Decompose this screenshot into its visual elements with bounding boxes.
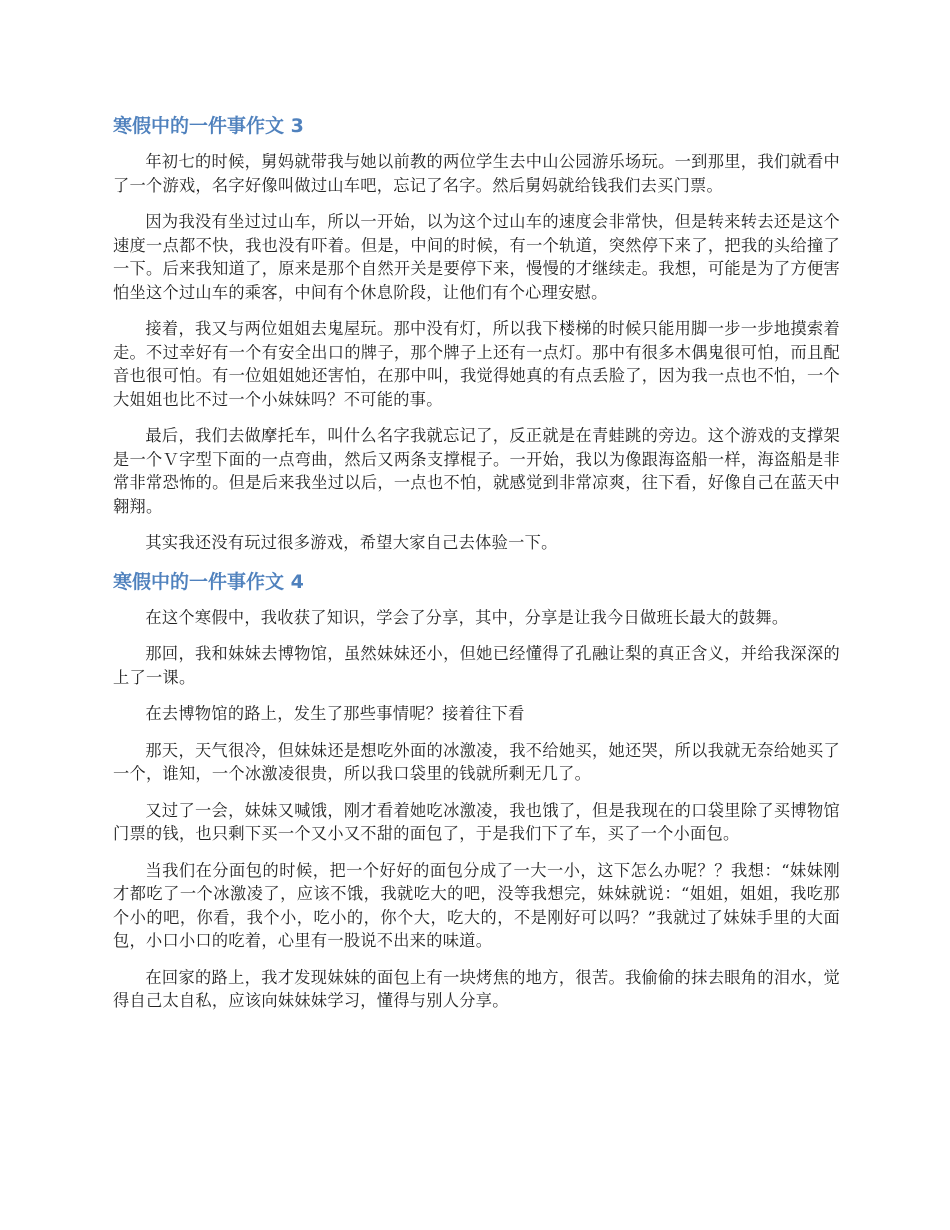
paragraph: 最后，我们去做摩托车，叫什么名字我就忘记了，反正就是在青蛙跳的旁边。这个游戏的支撑架是一个Ｖ字型下面的一点弯曲，然后又两条支撑棍子。一开始，我以为像跟海盗船一样，海盗船是非常非常恐怖的。但是后来我坐过以后，一点也不怕，就感觉到非常凉爽，往下看，好像自己在蓝天中翱翔。 xyxy=(113,426,840,516)
paragraph: 其实我还没有玩过很多游戏，希望大家自己去体验一下。 xyxy=(145,533,558,552)
paragraph: 又过了一会，妹妹又喊饿，刚才看着她吃冰激凌，我也饿了，但是我现在的口袋里除了买博物馆门票的钱，也只剩下买一个又小又不甜的面包了，于是我们下了车，买了一个小面包。 xyxy=(113,800,840,843)
paragraph: 那天，天气很冷，但妹妹还是想吃外面的冰激凌，我不给她买，她还哭，所以我就无奈给她买了一个，谁知，一个冰激凌很贵，所以我口袋里的钱就所剩无几了。 xyxy=(113,740,840,783)
paragraph: 接着，我又与两位姐姐去鬼屋玩。那中没有灯，所以我下楼梯的时候只能用脚一步一步地摸索着走。不过幸好有一个有安全出口的牌子，那个牌子上还有一点灯。那中有很多木偶鬼很可怕，而且配音也很可怕。有一位姐姐她还害怕，在那中叫，我觉得她真的有点丢脸了，因为我一点也不怕，一个大姐姐也比不过一个小妹妹吗？不可能的事。 xyxy=(113,319,840,409)
document-body xyxy=(113,112,840,1026)
section-title-4: 寒假中的一件事作文 4 xyxy=(113,570,304,593)
paragraph: 年初七的时候，舅妈就带我与她以前教的两位学生去中山公园游乐场玩。一到那里，我们就看中了一个游戏，名字好像叫做过山车吧，忘记了名字。然后舅妈就给钱我们去买门票。 xyxy=(113,152,840,195)
paragraph: 在回家的路上，我才发现妹妹的面包上有一块烤焦的地方，很苦。我偷偷的抹去眼角的泪水，觉得自己太自私，应该向妹妹妹学习，懂得与别人分享。 xyxy=(113,967,840,1010)
paragraph: 那回，我和妹妹去博物馆，虽然妹妹还小，但她已经懂得了孔融让梨的真正含义，并给我深深的上了一课。 xyxy=(113,644,840,687)
paragraph: 当我们在分面包的时候，把一个好好的面包分成了一大一小，这下怎么办呢？？我想：“妹妹刚才都吃了一个冰激凌了，应该不饿，我就吃大的吧，没等我想完，妹妹就说：“姐姐，姐姐，我吃那个小的吧，你看，我个小，吃小的，你个大，吃大的，不是刚好可以吗？”我就过了妹妹手里的大面包，小口小口的吃着，心里有一股说不出来的味道。 xyxy=(113,860,840,950)
paragraph: 因为我没有坐过过山车，所以一开始，以为这个过山车的速度会非常快，但是转来转去还是这个速度一点都不快，我也没有吓着。但是，中间的时候，有一个轨道，突然停下来了，把我的头给撞了一下。后来我知道了，原来是那个自然开关是要停下来，慢慢的才继续走。我想，可能是为了方便害怕坐这个过山车的乘客，中间有个休息阶段，让他们有个心理安慰。 xyxy=(113,212,840,302)
paragraph: 在去博物馆的路上，发生了那些事情呢？接着往下看 xyxy=(145,704,525,723)
paragraph: 在这个寒假中，我收获了知识，学会了分享，其中，分享是让我今日做班长最大的鼓舞。 xyxy=(145,607,789,627)
section-title-3: 寒假中的一件事作文 3 xyxy=(113,115,304,137)
